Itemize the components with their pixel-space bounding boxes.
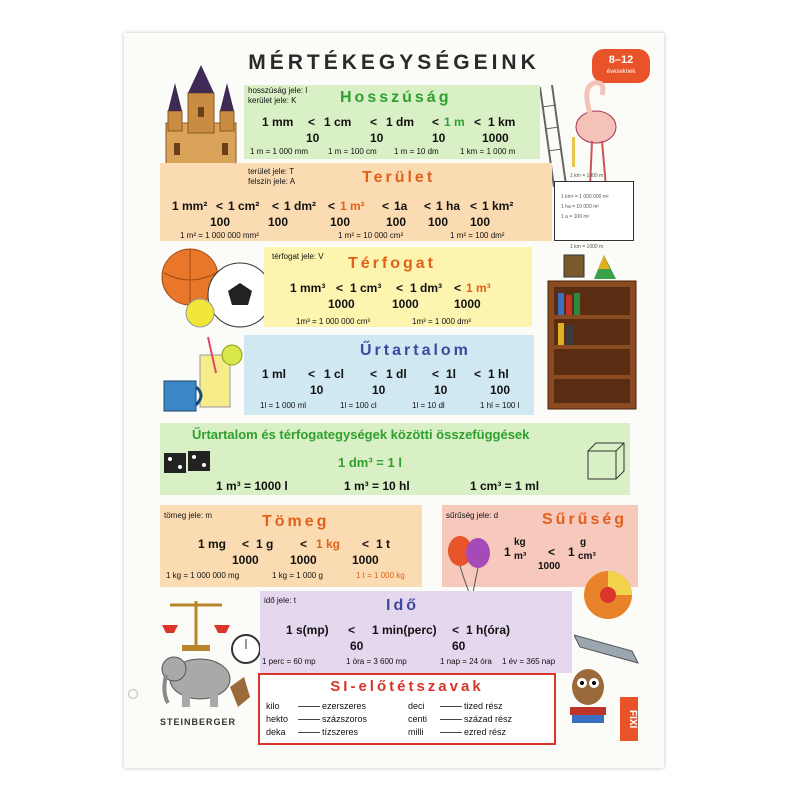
age-badge-main: 8–12 (608, 54, 634, 66)
chain-item: < (470, 199, 478, 213)
chain-item: 1 m³ (466, 281, 491, 295)
si-prefix-name: kilo (266, 701, 280, 711)
equivalence: 1 m² = 10 000 cm² (338, 231, 404, 240)
chain-item: 1l (446, 367, 457, 381)
equivalence: 1 hl = 100 l (480, 401, 520, 410)
hosszusag-symbol: hosszúság jele: l (248, 86, 308, 95)
brand-logo: FIXI (620, 697, 638, 741)
chain-item: 1 g (256, 537, 274, 551)
binding-hole (128, 689, 138, 699)
si-prefix-meaning: tized rész (464, 701, 503, 711)
chain-item: 1 dl (386, 367, 407, 381)
area-grid-label: 1 ha = 10 000 m² (561, 204, 599, 210)
factor: 1000 (328, 297, 355, 311)
factor: 10 (310, 383, 324, 397)
cube-diagram (582, 437, 628, 489)
osszefugges-main: 1 dm³ = 1 l (338, 455, 402, 470)
chain-item: < (300, 537, 308, 551)
si-prefix-name: hekto (266, 714, 289, 724)
equivalence: 1 m² = 1 000 000 mm² (180, 231, 259, 240)
chain-item: 1 t (376, 537, 391, 551)
chain-item: < (348, 623, 356, 637)
si-prefix-row (408, 701, 503, 711)
kerulet-symbol: kerület jele: K (248, 96, 297, 105)
chain-item: 1 cm³ (350, 281, 382, 295)
chain-item: 1 m (444, 115, 465, 129)
tomeg-heading: Tömeg (262, 513, 330, 530)
factor: 100 (428, 215, 449, 229)
chain-item: < (370, 115, 378, 129)
chain-item: < (432, 115, 440, 129)
chain-item: 1 min(perc) (372, 623, 437, 637)
chain-item: 1 h(óra) (466, 623, 511, 637)
density-lt: < (548, 545, 556, 559)
chain-item: < (370, 367, 378, 381)
osszefugges-row-item: 1 cm³ = 1 ml (470, 479, 540, 493)
density-factor: 1000 (538, 561, 561, 572)
chain-item: 1 mm² (172, 199, 208, 213)
balls-illustration (160, 245, 280, 335)
equivalence: 1 m² = 100 dm² (450, 231, 505, 240)
terulet-symbol: terület jele: T (248, 167, 295, 176)
suruseg-symbol: sűrűség jele: d (446, 511, 499, 520)
chain-item: 1 kg (316, 537, 341, 551)
factor: 1000 (392, 297, 419, 311)
si-heading: SI-előtétszavak (330, 678, 484, 695)
density-right-den: cm³ (578, 551, 596, 562)
chain-item: < (396, 281, 404, 295)
chain-item: 1 dm³ (410, 281, 443, 295)
ido-symbol: idő jele: t (264, 596, 297, 605)
tomeg-symbol: tömeg jele: m (164, 511, 213, 520)
chain-item: 1 hl (488, 367, 509, 381)
si-prefix-name: milli (408, 727, 424, 737)
chain-item: 1 mm³ (290, 281, 326, 295)
factor: 100 (210, 215, 231, 229)
equivalence: 1 kg = 1 000 000 mg (166, 571, 240, 580)
si-prefix-name: deka (266, 727, 286, 737)
si-connector-line (298, 719, 320, 720)
chain-item: < (432, 367, 440, 381)
elephant-illustration (160, 647, 256, 711)
chain-item: < (216, 199, 224, 213)
factor: 60 (452, 639, 466, 653)
equivalence: 1m³ = 1 000 dm³ (412, 317, 471, 326)
equivalence: 1 m = 100 cm (328, 147, 377, 156)
chain-item: < (454, 281, 462, 295)
factor: 10 (434, 383, 448, 397)
chain-item: < (362, 537, 370, 551)
chain-item: 1 km (488, 115, 516, 129)
chain-item: 1a (394, 199, 408, 213)
si-connector-line (298, 706, 320, 707)
factor: 100 (490, 383, 511, 397)
factor: 100 (470, 215, 491, 229)
equivalence: 1 m = 10 dm (394, 147, 439, 156)
terfogat-symbol: térfogat jele: V (272, 252, 324, 261)
si-connector-line (440, 732, 462, 733)
poster (124, 33, 664, 768)
factor: 1000 (454, 297, 481, 311)
chain-item: 1 m² (340, 199, 365, 213)
si-prefix-meaning: százszoros (322, 714, 368, 724)
chain-item: < (308, 367, 316, 381)
chain-item: < (308, 115, 316, 129)
equivalence: 1 óra = 3 600 mp (346, 657, 407, 666)
chain-item: < (328, 199, 336, 213)
equivalence: 1 t = 1 000 kg (356, 571, 405, 580)
si-prefix-row (266, 714, 367, 724)
bookcase-illustration (544, 251, 642, 411)
equivalence: 1 kg = 1 000 g (272, 571, 323, 580)
area-grid-diagram (554, 181, 634, 241)
si-prefix-row (266, 727, 358, 737)
equivalence: 1l = 100 cl (340, 401, 377, 410)
si-prefix-name: centi (408, 714, 428, 724)
equivalence: 1 perc = 60 mp (262, 657, 316, 666)
equivalence: 1 nap = 24 óra (440, 657, 492, 666)
osszefugges-row-item: 1 m³ = 1000 l (216, 479, 288, 493)
factor: 100 (268, 215, 289, 229)
density-left-one: 1 (504, 545, 511, 559)
factor: 1000 (482, 131, 509, 145)
dice-illustration (162, 445, 214, 475)
factor: 100 (330, 215, 351, 229)
drinks-illustration (160, 333, 250, 423)
chain-item: 1 cl (324, 367, 345, 381)
area-grid-bottom: 1 km = 1000 m (570, 244, 604, 250)
chain-item: 1 ha (436, 199, 461, 213)
factor: 1000 (232, 553, 259, 567)
osszefugges-heading: Űrtartalom és térfogategységek közötti összefüggések (192, 427, 530, 442)
area-grid-top: 1 km = 1000 m (570, 173, 604, 179)
chain-item: < (474, 367, 482, 381)
si-prefix-meaning: ezerszeres (322, 701, 367, 711)
si-prefix-name: deci (408, 701, 425, 711)
factor: 10 (432, 131, 446, 145)
owl-illustration (564, 663, 614, 727)
factor: 1000 (290, 553, 317, 567)
chain-item: 1 mm (262, 115, 294, 129)
chain-item: < (336, 281, 344, 295)
si-prefix-box (258, 673, 556, 745)
factor: 10 (372, 383, 386, 397)
hosszusag-heading: Hosszúság (340, 89, 452, 106)
chain-item: < (272, 199, 280, 213)
equivalence: 1 m = 1 000 mm (250, 147, 309, 156)
density-left-den: m³ (514, 551, 527, 562)
chain-item: 1 s(mp) (286, 623, 329, 637)
chain-item: < (452, 623, 460, 637)
chain-item: 1 dm (386, 115, 415, 129)
equivalence: 1m³ = 1 000 000 cm³ (296, 317, 371, 326)
suruseg-heading: Sűrűség (542, 511, 628, 528)
chain-item: 1 cm² (228, 199, 260, 213)
equivalence: 1 év = 365 nap (502, 657, 556, 666)
si-prefix-row (408, 714, 512, 724)
density-right-num: g (580, 537, 587, 548)
chain-item: 1 km² (482, 199, 514, 213)
chain-item: 1 ml (262, 367, 287, 381)
terfogat-heading: Térfogat (348, 255, 436, 272)
age-badge-sub: éveseknek (606, 69, 636, 75)
equivalence: 1l = 1 000 ml (260, 401, 307, 410)
si-connector-line (440, 719, 462, 720)
factor: 100 (386, 215, 407, 229)
chain-item: < (424, 199, 432, 213)
density-left-num: kg (514, 537, 526, 548)
poster-title: MÉRTÉKEGYSÉGEINK (248, 51, 540, 74)
si-prefix-meaning: század rész (464, 714, 513, 724)
area-grid-label: 1 km² = 1 000 000 m² (561, 194, 609, 200)
chain-item: < (474, 115, 482, 129)
si-prefix-meaning: ezred rész (464, 727, 507, 737)
chain-item: 1 mg (198, 537, 227, 551)
si-connector-line (298, 732, 320, 733)
area-grid-label: 1 a = 100 m² (561, 214, 590, 220)
si-connector-line (440, 706, 462, 707)
ido-heading: Idő (386, 597, 419, 614)
osszefugges-row-item: 1 m³ = 10 hl (344, 479, 410, 493)
factor: 10 (306, 131, 320, 145)
chain-item: < (242, 537, 250, 551)
factor: 60 (350, 639, 364, 653)
felszin-symbol: felszín jele: A (248, 177, 296, 186)
urtartalom-heading: Űrtartalom (360, 342, 471, 359)
si-prefix-row (266, 701, 366, 711)
chain-item: 1 cm (324, 115, 352, 129)
terulet-heading: Terület (362, 169, 436, 186)
globe-beam-illustration (574, 569, 644, 669)
factor: 1000 (352, 553, 379, 567)
factor: 10 (370, 131, 384, 145)
chain-item: 1 dm² (284, 199, 317, 213)
publisher-logo: STEINBERGER (160, 717, 237, 727)
chain-item: < (382, 199, 390, 213)
equivalence: 1 km = 1 000 m (460, 147, 516, 156)
si-prefix-meaning: tízszeres (322, 727, 359, 737)
si-prefix-row (408, 727, 506, 737)
equivalence: 1l = 10 dl (412, 401, 445, 410)
density-right-one: 1 (568, 545, 575, 559)
